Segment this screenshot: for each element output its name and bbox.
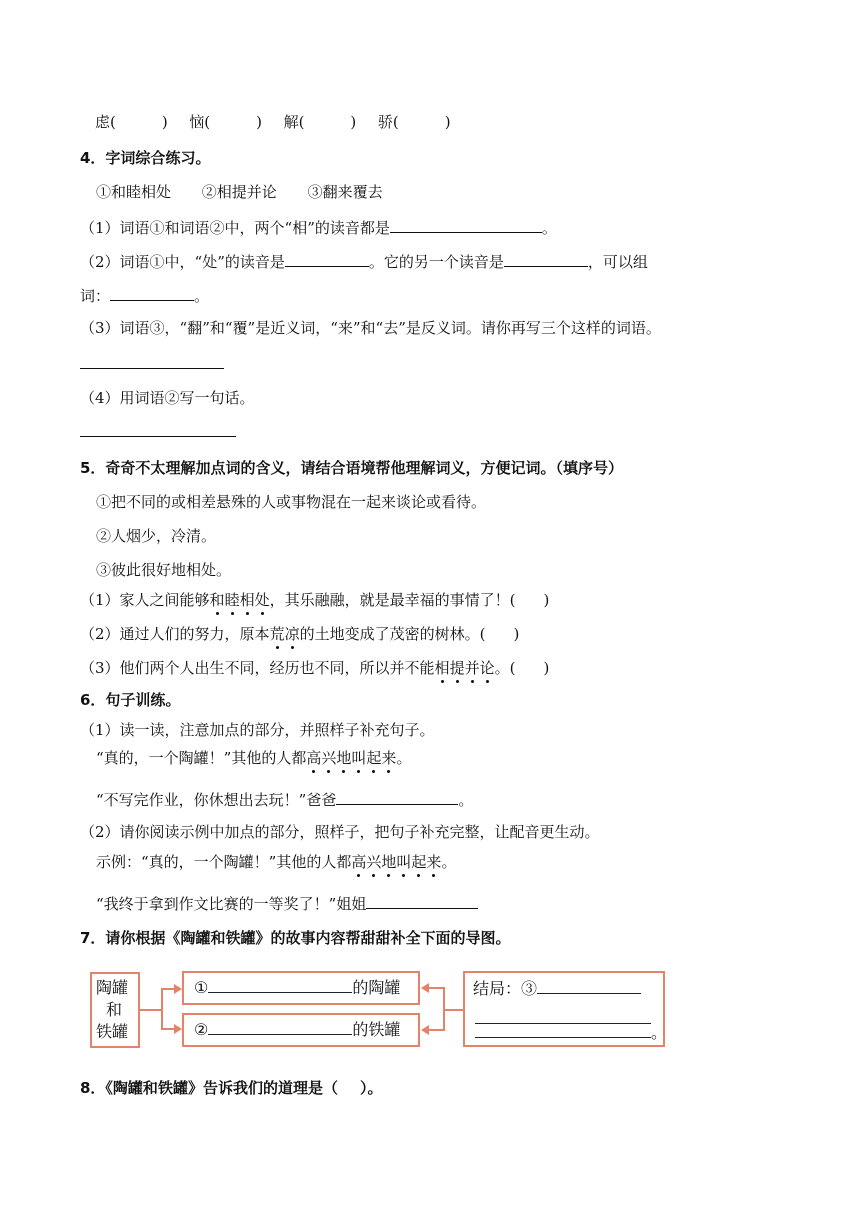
- connector: [428, 987, 444, 989]
- q5-sub3: （3）他们两个人出生不同，经历也不同，所以并不能相提并论。( ): [80, 659, 550, 677]
- pinyin-line: [95, 112, 451, 132]
- dotted-char: 兴: [321, 749, 337, 767]
- answer-blank[interactable]: [208, 978, 352, 993]
- dotted-char: 来: [426, 853, 442, 871]
- char-nao: 恼(: [189, 113, 211, 131]
- answer-blank[interactable]: [208, 1020, 352, 1035]
- q6-example-2: 示例：“真的，一个陶罐！”其他的人都高兴地叫起来。: [96, 853, 457, 871]
- answer-blank[interactable]: [336, 788, 458, 805]
- answer-blank[interactable]: [537, 979, 641, 994]
- dotted-char: 叫: [396, 853, 412, 871]
- word-1: ①和睦相处: [96, 183, 172, 201]
- answer-line[interactable]: [475, 1023, 651, 1038]
- dotted-char: 处: [254, 591, 270, 609]
- dotted-char: 提: [449, 659, 465, 677]
- connector: [428, 1029, 444, 1031]
- q6-p2: （2）请你阅读示例中加点的部分，照样子，把句子补充完整，让配音更生动。: [80, 823, 600, 841]
- mind-map-result: 结局：③ 。: [463, 971, 665, 1047]
- paren-close: ): [350, 113, 357, 131]
- word-2: ②相提并论: [201, 183, 277, 201]
- char-jiao: 骄(: [377, 113, 399, 131]
- q5-sub1: （1）家人之间能够和睦相处，其乐融融，就是最幸福的事情了！( ): [80, 591, 550, 609]
- dotted-char: 相: [434, 659, 450, 677]
- dotted-char: 地: [381, 853, 397, 871]
- answer-blank[interactable]: [366, 892, 478, 909]
- q6-fill-1: “不写完作业，你休想出去玩！”爸爸 。: [96, 788, 473, 810]
- answer-blank[interactable]: [110, 284, 194, 301]
- q6-example-1: “真的，一个陶罐！”其他的人都高兴地叫起来。: [96, 749, 412, 767]
- answer-blank[interactable]: [285, 250, 369, 267]
- dotted-char: 起: [411, 853, 427, 871]
- q4-sub3: （3）词语③，“翻”和“覆”是近义词，“来”和“去”是反义词。请你再写三个这样的词语。: [80, 319, 661, 337]
- dotted-char: 来: [381, 749, 397, 767]
- q5-def-1: ①把不同的或相差悬殊的人或事物混在一起来谈论或看待。: [96, 493, 487, 511]
- connector: [161, 988, 163, 1030]
- answer-line[interactable]: [80, 436, 236, 437]
- answer-blank[interactable]: [390, 216, 542, 233]
- dotted-char: 并: [464, 659, 480, 677]
- question-8-title: 8．《陶罐和铁罐》告诉我们的道理是（ ）。: [80, 1079, 383, 1097]
- dotted-char: 地: [336, 749, 352, 767]
- char-jie: 解(: [283, 113, 305, 131]
- mind-map-taoguan: ① 的陶罐: [182, 971, 420, 1005]
- dotted-char: 起: [366, 749, 382, 767]
- dotted-char: 和: [209, 591, 225, 609]
- q6-p1: （1）读一读，注意加点的部分，并照样子补充句子。: [80, 721, 435, 739]
- dotted-char: 论: [479, 659, 495, 677]
- arrow-right-icon: [174, 1024, 182, 1034]
- answer-blank[interactable]: [504, 250, 588, 267]
- answer-line[interactable]: [80, 368, 224, 369]
- dotted-char: 相: [239, 591, 255, 609]
- question-7-title: 7．请你根据《陶罐和铁罐》的故事内容帮甜甜补全下面的导图。: [80, 929, 511, 947]
- dotted-char: 荒: [269, 625, 285, 643]
- mind-map-tieguan: ② 的铁罐: [182, 1013, 420, 1047]
- paren-close: ): [444, 113, 451, 131]
- paren-close: ): [161, 113, 168, 131]
- arrow-right-icon: [174, 984, 182, 994]
- connector: [161, 1028, 175, 1030]
- dotted-char: 凉: [284, 625, 300, 643]
- dotted-char: 叫: [351, 749, 367, 767]
- q4-words: [96, 182, 383, 202]
- paren-close: ): [256, 113, 262, 131]
- mind-map-root: 陶罐 和 铁罐: [90, 972, 140, 1048]
- q6-fill-2: “我终于拿到作文比赛的一等奖了！”姐姐: [96, 892, 478, 914]
- q5-def-3: ③彼此很好地相处。: [96, 561, 232, 579]
- answer-line[interactable]: [475, 1009, 651, 1024]
- dotted-char: 兴: [366, 853, 382, 871]
- q4-sub4: （4）用词语②写一句话。: [80, 389, 255, 407]
- dotted-char: 睦: [224, 591, 240, 609]
- question-4-title: 4．字词综合练习。: [80, 149, 211, 167]
- dotted-char: 高: [351, 853, 367, 871]
- question-6-title: 6．句子训练。: [80, 691, 181, 709]
- q5-sub2: （2）通过人们的努力，原本荒凉的土地变成了茂密的树林。( ): [80, 625, 520, 643]
- connector: [161, 988, 175, 990]
- dotted-char: 高: [306, 749, 322, 767]
- word-3: ③翻来覆去: [307, 183, 383, 201]
- arrow-left-icon: [421, 1025, 429, 1035]
- connector: [443, 1009, 463, 1011]
- question-5-title: 5．奇奇不太理解加点词的含义，请结合语境帮他理解词义，方便记词。（填序号）: [80, 459, 623, 477]
- q4-sub1: （1）词语①和词语②中，两个“相”的读音都是 。: [80, 216, 557, 238]
- char-lv: 虑(: [95, 113, 116, 131]
- arrow-left-icon: [421, 983, 429, 993]
- q4-sub2-cont: 词： 。: [80, 284, 209, 306]
- q5-def-2: ②人烟少，冷清。: [96, 527, 217, 545]
- connector: [140, 1009, 162, 1011]
- q4-sub2: （2）词语①中，“处”的读音是 。它的另一个读音是 ，可以组: [80, 250, 648, 272]
